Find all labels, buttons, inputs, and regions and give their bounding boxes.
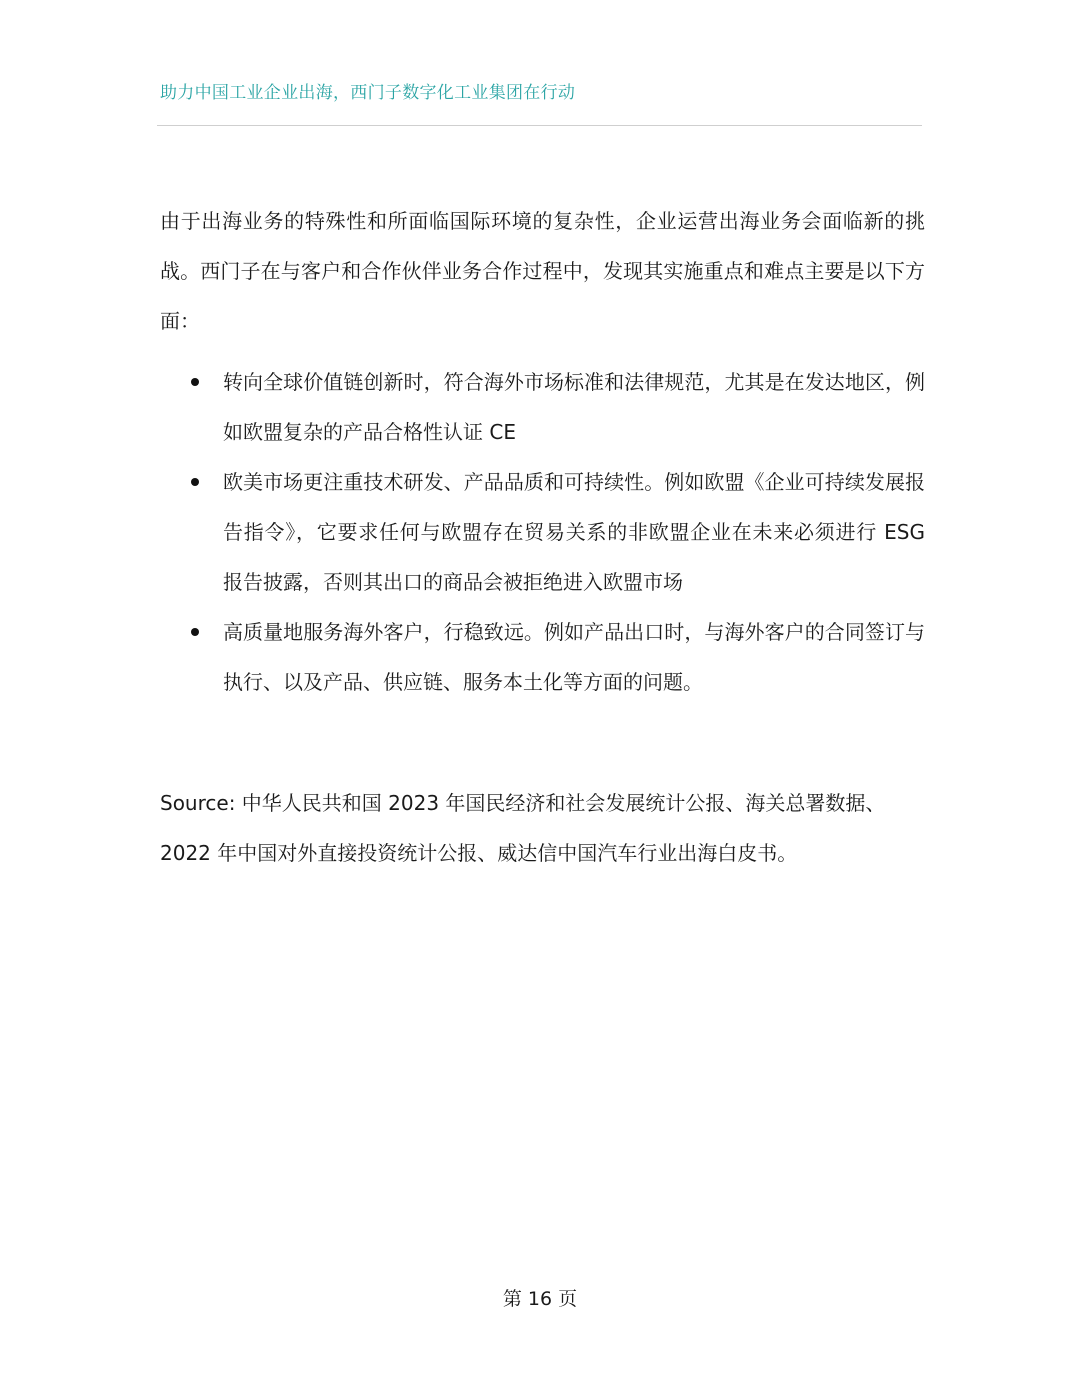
- bullet-dot-icon: [191, 478, 199, 486]
- bullet-item: [160, 457, 925, 607]
- bullet-text: 高质量地服务海外客户，行稳致远。例如产品出口时，与海外客户的合同签订与执行、以及产品、供应链、服务本土化等方面的问题。: [223, 620, 925, 694]
- bullet-text: 转向全球价值链创新时，符合海外市场标准和法律规范，尤其是在发达地区，例如欧盟复杂的产品合格性认证 CE: [223, 370, 925, 444]
- bullet-dot-icon: [191, 628, 199, 636]
- bullet-list: [160, 357, 925, 707]
- header-divider: [157, 125, 922, 126]
- bullet-item: [160, 607, 925, 707]
- bullet-item: [160, 357, 925, 457]
- source-note: Source: 中华人民共和国 2023 年国民经济和社会发展统计公报、海关总署数据、2022 年中国对外直接投资统计公报、威达信中国汽车行业出海白皮书。: [160, 791, 886, 865]
- intro-paragraph: 由于出海业务的特殊性和所面临国际环境的复杂性，企业运营出海业务会面临新的挑战。西门子在与客户和合作伙伴业务合作过程中，发现其实施重点和难点主要是以下方面：: [160, 209, 925, 333]
- page-number: 第 16 页: [502, 1288, 578, 1310]
- bullet-dot-icon: [191, 378, 199, 386]
- bullet-text: 欧美市场更注重技术研发、产品品质和可持续性。例如欧盟《企业可持续发展报告指令》，它要求任何与欧盟存在贸易关系的非欧盟企业在未来必须进行 ESG 报告披露，否则其出口的商品会被拒绝进入欧盟市场: [223, 470, 925, 594]
- page-header-title: 助力中国工业企业出海，西门子数字化工业集团在行动: [160, 83, 576, 103]
